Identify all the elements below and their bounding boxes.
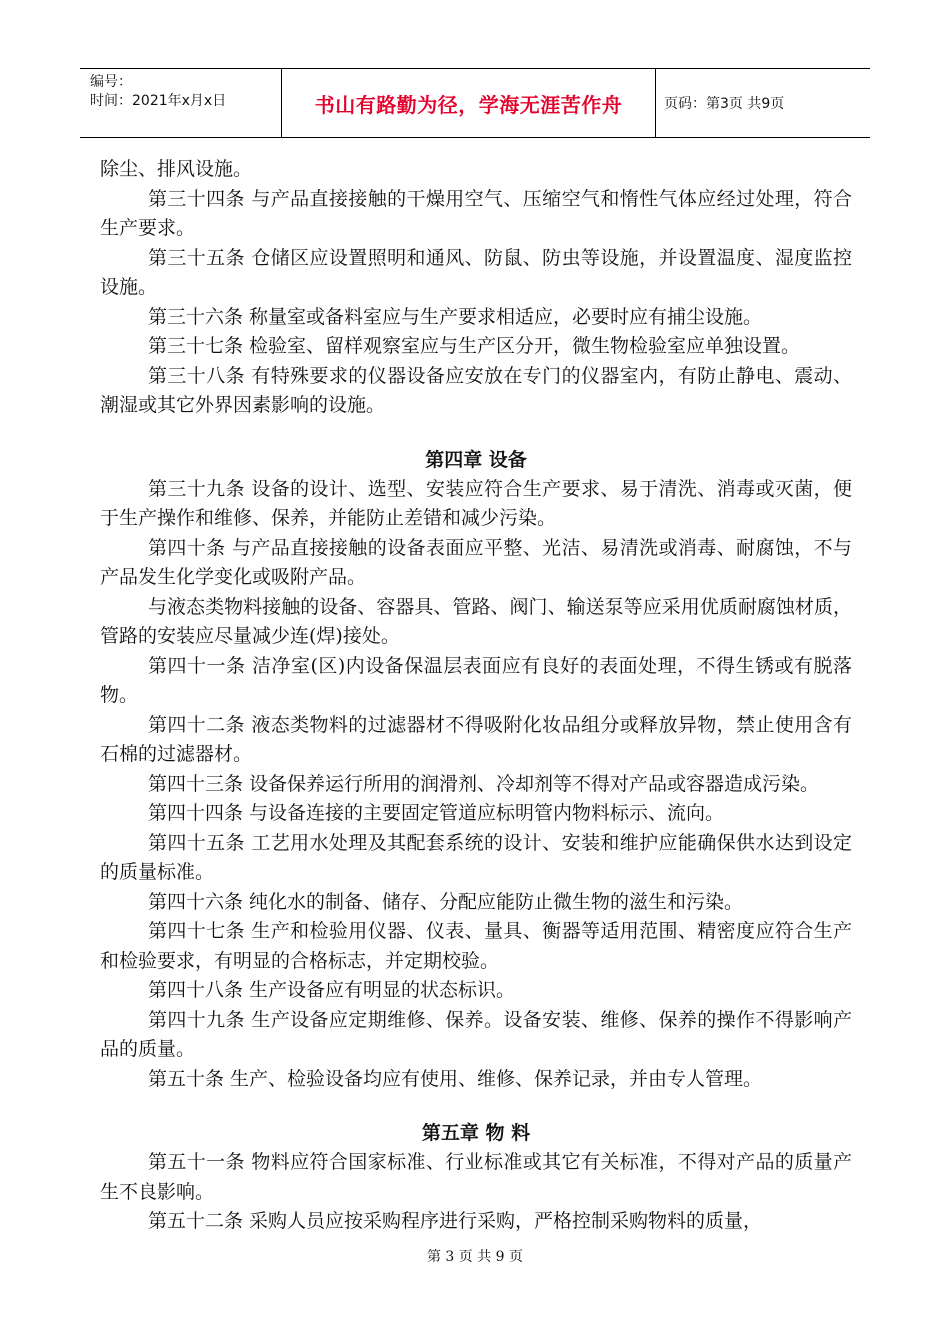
paragraph: 除尘、排风设施。 bbox=[100, 158, 253, 180]
article-46: 第四十六条 纯化水的制备、储存、分配应能防止微生物的滋生和污染。 bbox=[148, 890, 744, 913]
document-body bbox=[100, 155, 852, 1237]
article-44: 第四十四条 与设备连接的主要固定管道应标明管内物料标示、流向。 bbox=[148, 802, 725, 824]
article-45: 第四十五条 工艺用水处理及其配套系统的设计、安装和维护应能确保供水达到设定的质量标准。 bbox=[100, 831, 852, 883]
chapter-5-heading: 第五章 物 料 bbox=[421, 1122, 531, 1144]
page-footer: 第 3 页 共 9 页 bbox=[426, 1249, 524, 1265]
document-time-label: 时间：2021年x月x日 bbox=[90, 93, 227, 109]
article-35: 第三十五条 仓储区应设置照明和通风、防鼠、防虫等设施，并设置温度、湿度监控设施。 bbox=[100, 246, 852, 298]
article-40-sub: 与液态类物料接触的设备、容器具、管路、阀门、输送泵等应采用优质耐腐蚀材质，管路的安装应尽量减少连(焊)接处。 bbox=[100, 595, 852, 647]
article-38: 第三十八条 有特殊要求的仪器设备应安放在专门的仪器室内，有防止静电、震动、潮湿或其它外界因素影响的设施。 bbox=[100, 364, 852, 416]
article-49: 第四十九条 生产设备应定期维修、保养。设备安装、维修、保养的操作不得影响产品的质量。 bbox=[100, 1008, 852, 1060]
article-34: 第三十四条 与产品直接接触的干燥用空气、压缩空气和惰性气体应经过处理，符合生产要求。 bbox=[100, 187, 852, 239]
article-51: 第五十一条 物料应符合国家标准、行业标准或其它有关标准，不得对产品的质量产生不良影响。 bbox=[100, 1151, 852, 1203]
header-motto: 书山有路勤为径，学海无涯苦作舟 bbox=[282, 69, 656, 137]
article-37: 第三十七条 检验室、留样观察室应与生产区分开，微生物检验室应单独设置。 bbox=[148, 335, 801, 357]
article-48: 第四十八条 生产设备应有明显的状态标识。 bbox=[148, 979, 516, 1001]
article-42: 第四十二条 液态类物料的过滤器材不得吸附化妆品组分或释放异物，禁止使用含有石棉的过滤器材。 bbox=[100, 713, 852, 765]
article-41: 第四十一条 洁净室(区)内设备保温层表面应有良好的表面处理，不得生锈或有脱落物。 bbox=[100, 654, 852, 706]
document-number-label: 编号： bbox=[90, 74, 132, 90]
article-43: 第四十三条 设备保养运行所用的润滑剂、冷却剂等不得对产品或容器造成污染。 bbox=[148, 772, 820, 795]
page-header bbox=[80, 68, 870, 138]
article-40: 第四十条 与产品直接接触的设备表面应平整、光洁、易清洗或消毒、耐腐蚀，不与产品发生化学变化或吸附产品。 bbox=[100, 536, 852, 588]
chapter-4-heading: 第四章 设备 bbox=[425, 448, 527, 471]
article-50: 第五十条 生产、检验设备均应有使用、维修、保养记录，并由专人管理。 bbox=[148, 1067, 763, 1090]
article-52: 第五十二条 采购人员应按采购程序进行采购，严格控制采购物料的质量， bbox=[148, 1210, 763, 1232]
header-page-info: 页码：第3页 共9页 bbox=[664, 96, 785, 112]
header-meta bbox=[80, 69, 282, 137]
article-39: 第三十九条 设备的设计、选型、安装应符合生产要求、易于清洗、消毒或灭菌，便于生产操作和维修、保养，并能防止差错和减少污染。 bbox=[100, 477, 852, 529]
article-36: 第三十六条 称量室或备料室应与生产要求相适应，必要时应有捕尘设施。 bbox=[148, 305, 763, 328]
article-47: 第四十七条 生产和检验用仪器、仪表、量具、衡器等适用范围、精密度应符合生产和检验要求，有明显的合格标志，并定期校验。 bbox=[100, 920, 852, 972]
